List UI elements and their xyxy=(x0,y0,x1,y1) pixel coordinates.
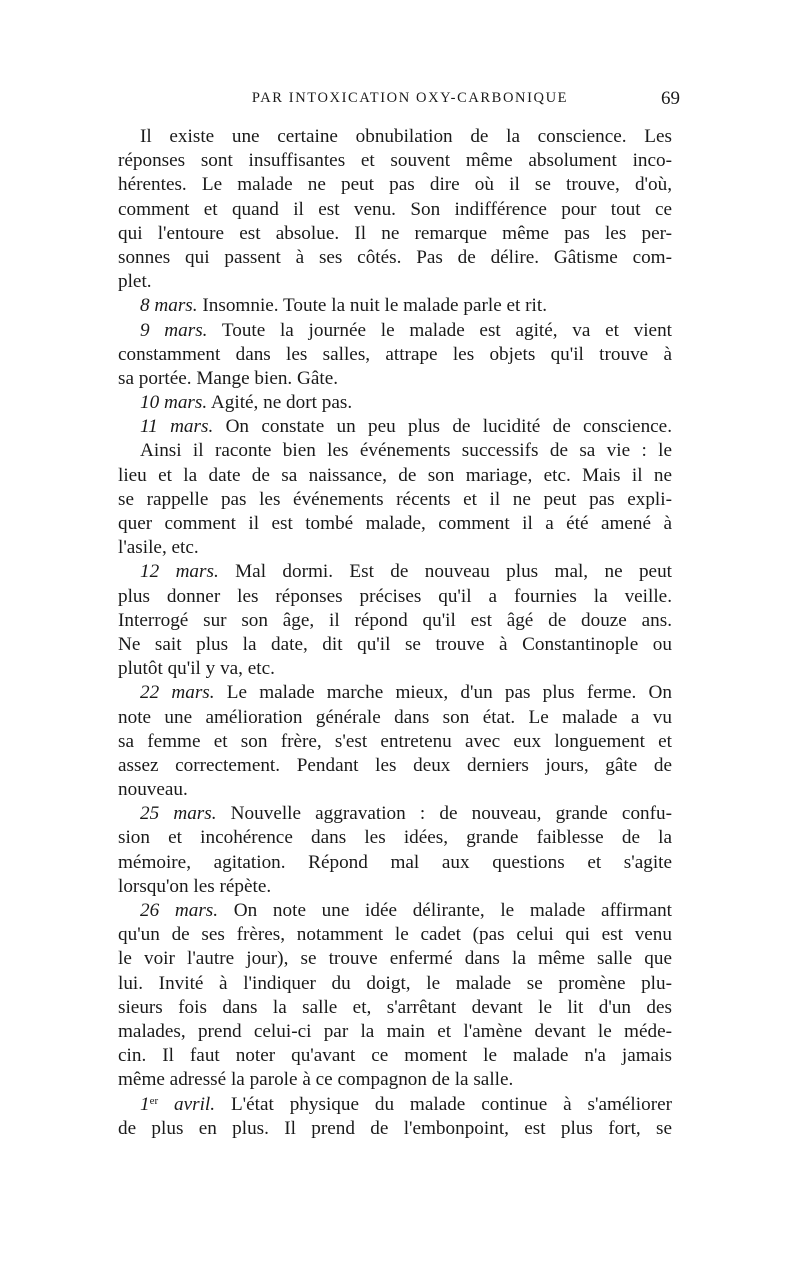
body-text xyxy=(118,125,672,1141)
entry-text: Le malade marche mieux, d'un pas plus ferme. On xyxy=(214,682,672,704)
text-line: plus donner les réponses précises qu'il a fournies la veille. xyxy=(118,585,672,607)
running-title: PAR INTOXICATION OXY-CARBONIQUE xyxy=(251,90,569,106)
text-line: qu'un de ses frères, notamment le cadet (pas celui qui est venu xyxy=(118,924,672,946)
text-line: se rappelle pas les événements récents et il ne peut pas expli- xyxy=(118,488,672,510)
entry-line xyxy=(118,802,672,826)
text-line: lui. Invité à l'indiquer du doigt, le malade se promène plu- xyxy=(118,972,672,994)
text-line: Il existe une certaine obnubilation de la conscience. Les xyxy=(140,126,672,147)
entry-text: On constate un peu plus de lucidité de conscience. xyxy=(213,416,672,438)
text-line: sion et incohérence dans les idées, grande faiblesse de la xyxy=(118,827,672,849)
text-line: sa portée. Mange bien. Gâte. xyxy=(118,367,339,389)
entry-text: Toute la journée le malade est agité, va et vient xyxy=(207,319,672,341)
entry-line xyxy=(118,1093,672,1117)
entry-line xyxy=(118,415,672,439)
entry-line xyxy=(118,899,672,923)
entry-date: 26 mars. xyxy=(140,900,219,921)
entry-date: 25 mars. xyxy=(140,803,217,825)
text-line: plet. xyxy=(118,271,152,293)
text-line: Interrogé sur son âge, il répond qu'il est âgé de douze ans. xyxy=(118,609,672,631)
page-number: 69 xyxy=(661,88,680,109)
text-line: constamment dans les salles, attrape les objets qu'il trouve à xyxy=(118,343,672,365)
entry-date-prefix: 1 xyxy=(140,1093,150,1115)
text-line: hérentes. Le malade ne peut pas dire où il se trouve, d'où, xyxy=(118,174,672,196)
text-line: cin. Il faut noter qu'avant ce moment le malade n'a jamais xyxy=(118,1045,672,1067)
text-line: lorsqu'on les répète. xyxy=(118,875,272,897)
entry-line xyxy=(118,319,672,343)
entry-text: Nouvelle aggravation : de nouveau, grande confu- xyxy=(216,803,673,825)
entry-line xyxy=(118,294,672,318)
entry-line xyxy=(118,560,672,584)
entry-line xyxy=(118,391,672,415)
text-line: Ainsi il raconte bien les événements successifs de sa vie : le xyxy=(140,440,672,462)
entry-date: 8 mars. xyxy=(140,295,198,317)
text-line: qui l'entoure est absolue. Il ne remarque même pas les per- xyxy=(118,222,672,244)
entry-text: Insomnie. Toute la nuit le malade parle et rit. xyxy=(197,295,548,317)
entry-date: 22 mars. xyxy=(140,682,215,704)
running-head xyxy=(140,90,680,114)
text-line: de plus en plus. Il prend de l'embonpoint, est plus fort, se xyxy=(118,1117,672,1139)
text-line: assez correctement. Pendant les deux derniers jours, gâte de xyxy=(118,754,672,776)
text-line: note une amélioration générale dans son état. Le malade a vu xyxy=(118,706,672,728)
text-line: mémoire, agitation. Répond mal aux questions et s'agite xyxy=(118,851,672,873)
entry-date: 11 mars. xyxy=(140,416,214,438)
entry-date-superscript: er xyxy=(149,1094,159,1107)
text-line: sonnes qui passent à ses côtés. Pas de délire. Gâtisme com- xyxy=(118,246,672,268)
text-line: comment et quand il est venu. Son indifférence pour tout ce xyxy=(118,198,672,220)
entry-text: Agité, ne dort pas. xyxy=(207,392,353,414)
text-line: plutôt qu'il y va, etc. xyxy=(118,658,275,680)
entry-text: On note une idée délirante, le malade affirmant xyxy=(218,900,673,921)
entry-line xyxy=(118,681,672,705)
text-line: l'asile, etc. xyxy=(118,537,199,559)
entry-text: Mal dormi. Est de nouveau plus mal, ne peut xyxy=(218,561,672,583)
text-line: le voir l'autre jour), se trouve enfermé dans la même salle que xyxy=(118,948,672,970)
text-line: sieurs fois dans la salle et, s'arrêtant devant le lit d'un des xyxy=(118,996,672,1018)
text-line: Ne sait plus la date, dit qu'il se trouve à Constantinople ou xyxy=(118,633,672,655)
text-line: sa femme et son frère, s'est entretenu avec eux longuement et xyxy=(118,730,672,752)
text-line: malades, prend celui-ci par la main et l'amène devant le méde- xyxy=(118,1020,672,1042)
text-line: même adressé la parole à ce compagnon de la salle. xyxy=(118,1069,514,1091)
text-line: lieu et la date de sa naissance, de son mariage, etc. Mais il ne xyxy=(118,464,672,486)
text-line: réponses sont insuffisantes et souvent même absolument inco- xyxy=(118,150,672,172)
text-line: nouveau. xyxy=(118,779,188,801)
entry-date: avril. xyxy=(158,1093,216,1115)
text-line: quer comment il est tombé malade, comment il a été amené à xyxy=(118,513,672,534)
entry-date: 9 mars. xyxy=(140,319,208,341)
entry-date: 10 mars. xyxy=(140,392,208,414)
entry-text: L'état physique du malade continue à s'améliorer xyxy=(215,1093,672,1115)
entry-date: 12 mars. xyxy=(140,561,219,583)
